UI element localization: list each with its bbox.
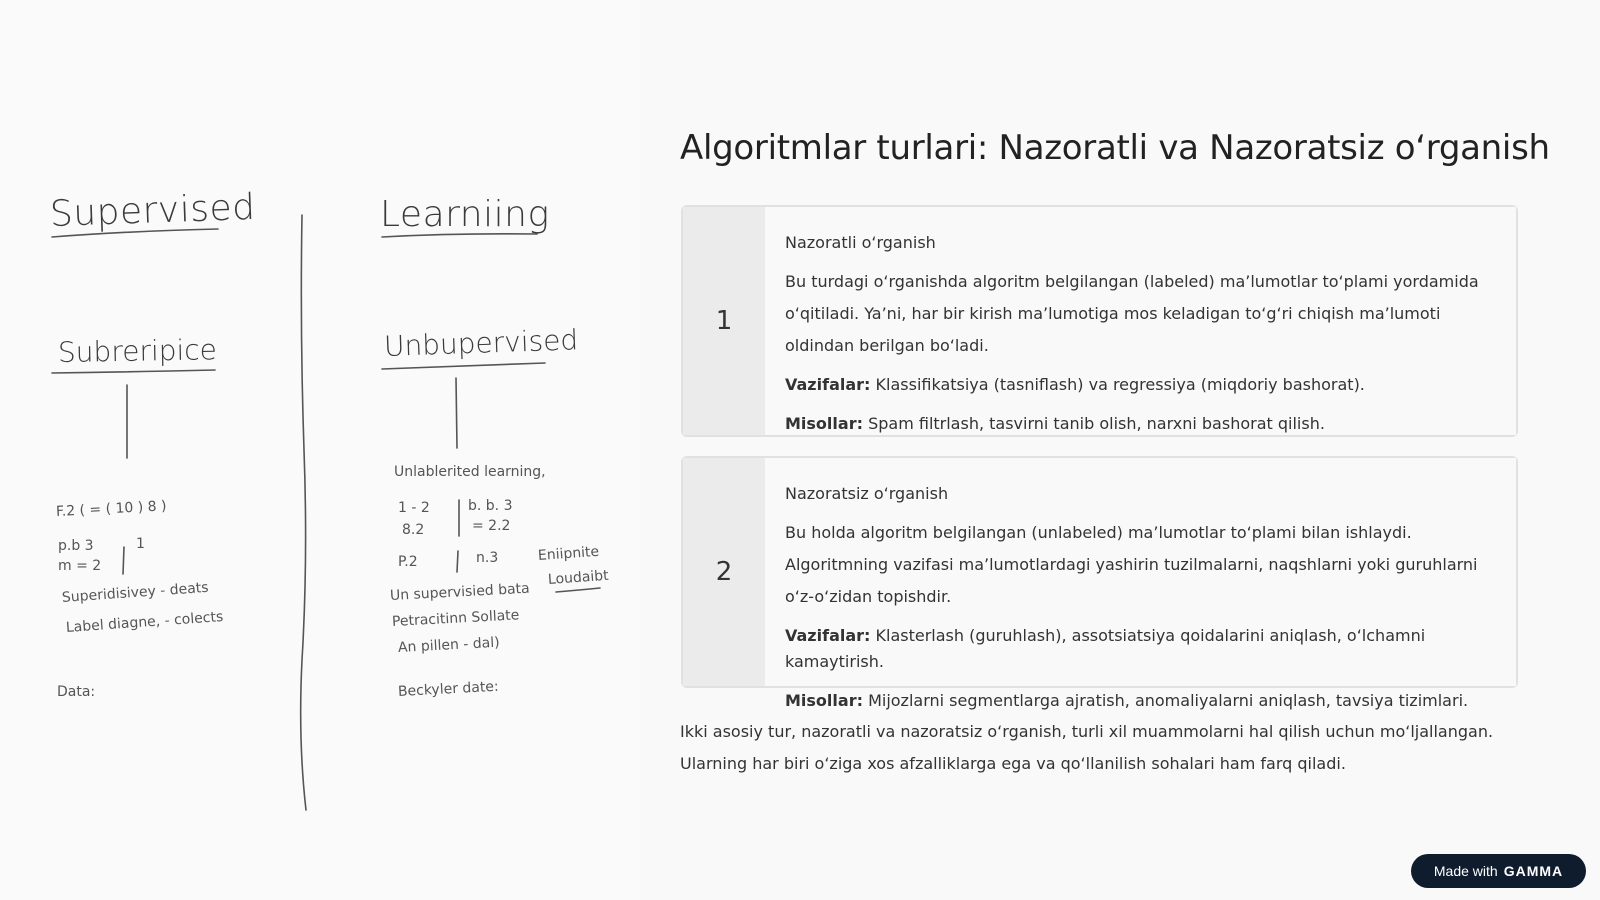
bar-right-2	[457, 551, 458, 572]
tasks-label: Vazifalar:	[785, 375, 871, 394]
note-left-3: m = 2	[58, 558, 102, 574]
page-title: Algoritmlar turlari: Nazoratli va Nazoratsiz o‘rganish	[680, 128, 1550, 168]
card-number: 1	[683, 207, 765, 435]
note-far-right-1: Eniipnite	[537, 543, 600, 564]
card-heading: Nazoratli o‘rganish	[785, 233, 936, 252]
gamma-logo: GAMMA	[1503, 863, 1564, 879]
note-left-6: Label diagne, - colects	[65, 609, 224, 636]
bar-left	[123, 547, 124, 574]
note-left-2: p.b 3	[58, 538, 94, 554]
sketch-illustration	[0, 0, 640, 900]
examples-label: Misollar:	[785, 691, 863, 710]
tasks-label: Vazifalar:	[785, 626, 871, 645]
underline-subreripice	[52, 370, 215, 373]
note-left-1: F.2 ( = ( 10 ) 8 )	[55, 498, 167, 520]
note-right-11: Beckyler date:	[397, 678, 500, 700]
sketch-sub-left: Subreripice	[57, 333, 218, 369]
note-left-4: 1	[136, 536, 145, 552]
sketch-sub-right: Unbupervised	[383, 323, 579, 363]
card-description: Bu turdagi o‘rganishda algoritm belgilangan (labeled) ma’lumotlar to‘plami yordamida o‘qitiladi. Ya’ni, har bir kirish ma’lumotiga mos keladigan to‘g‘ri chiqish ma’lumoti oldindan berilgan bo‘ladi.	[785, 272, 1479, 355]
card-body	[765, 207, 1516, 435]
sketch-heading-right: Learniing	[380, 194, 550, 235]
tasks-text: Klasterlash (guruhlash), assotsiatsiya qoidalarini aniqlash, o‘lchamni kamaytirish.	[785, 626, 1426, 671]
note-left-5: Superidisivey - deats	[61, 579, 210, 606]
note-left-7: Data:	[57, 684, 96, 700]
note-right-3: 8.2	[402, 522, 425, 538]
card-tasks	[785, 623, 1496, 675]
sketch-heading-left: Supervised	[49, 186, 257, 235]
card-examples	[785, 411, 1496, 437]
tasks-text: Klassifikatsiya (tasniflash) va regressiya (miqdoriy bashorat).	[870, 375, 1365, 394]
stem-right	[456, 378, 457, 448]
divider-line	[301, 215, 306, 810]
summary-text: Ikki asosiy tur, nazoratli va nazoratsiz o‘rganish, turli xil muammolarni hal qilish uchun mo‘ljallangan. Ularning har biri o‘ziga xos afzalliklarga ega va qo‘llanilish sohalari ham farq qiladi.	[680, 722, 1494, 773]
card-body	[765, 458, 1516, 710]
note-far-right-2: Loudaibt	[547, 567, 610, 588]
examples-text: Spam filtrlash, tasvirni tanib olish, narxni bashorat qilish.	[862, 414, 1325, 433]
card-supervised	[681, 205, 1518, 437]
made-with-gamma-button[interactable]	[1411, 854, 1586, 888]
card-unsupervised	[681, 456, 1518, 710]
underline-loudaibt	[556, 588, 600, 592]
card-tasks	[785, 372, 1496, 398]
badge-prefix: Made with	[1433, 863, 1498, 879]
note-right-4: b. b. 3	[468, 498, 513, 514]
note-right-8: Un supervisied bata	[389, 580, 531, 604]
note-right-2: 1 - 2	[398, 500, 430, 516]
card-number: 2	[683, 458, 765, 686]
card-description: Bu holda algoritm belgilangan (unlabeled) ma’lumotlar to‘plami bilan ishlaydi. Algoritmning vazifasi ma’lumotlardagi yashirin tuzilmalarni, naqshlarni yoki guruhlarni o‘z-o‘zidan topishdir.	[785, 523, 1478, 606]
examples-text: Mijozlarni segmentlarga ajratish, anomaliyalarni aniqlash, tavsiya tizimlari.	[862, 691, 1469, 710]
note-right-5: = 2.2	[472, 518, 511, 534]
note-right-9: Petracitinn Sollate	[391, 607, 520, 630]
sketch-lines	[0, 0, 640, 900]
card-examples	[785, 688, 1496, 714]
examples-label: Misollar:	[785, 414, 863, 433]
card-heading: Nazoratsiz o‘rganish	[785, 484, 949, 503]
note-right-1: Unlablerited learning,	[394, 464, 546, 480]
note-right-6: P.2	[398, 554, 418, 570]
underline-unbupervised	[382, 363, 545, 369]
note-right-10: An pillen - dal)	[397, 634, 500, 656]
note-right-7: n.3	[476, 550, 499, 566]
